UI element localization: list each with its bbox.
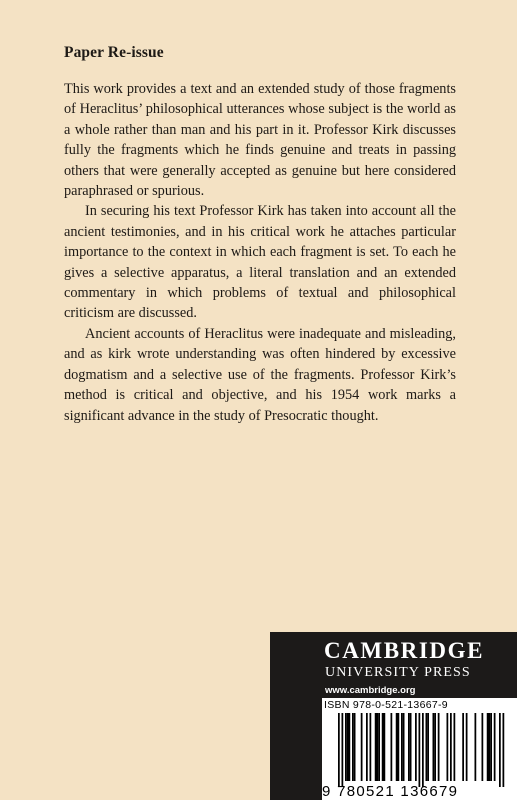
publisher-block <box>270 632 517 800</box>
barcode-bar <box>438 713 440 781</box>
barcode-bar <box>482 713 484 781</box>
barcode-bar <box>475 713 477 781</box>
barcode-bar <box>499 713 501 787</box>
barcode-bar <box>447 713 449 781</box>
barcode-bar <box>433 713 435 781</box>
barcode-bar <box>401 713 403 781</box>
barcode-bar <box>494 713 496 781</box>
barcode-bar <box>487 713 489 781</box>
barcode-bar <box>450 713 452 781</box>
barcode-bar <box>403 713 405 781</box>
barcode-bar <box>419 713 421 787</box>
barcode-bar <box>426 713 428 781</box>
barcode-bar <box>408 713 410 781</box>
barcode-bar <box>366 713 368 781</box>
barcode-bar <box>345 713 347 781</box>
barcode-bar <box>410 713 412 781</box>
barcode-bar <box>503 713 505 787</box>
barcode-bar <box>347 713 349 781</box>
barcode-bar <box>377 713 379 781</box>
publisher-logo-subtitle: UNIVERSITY PRESS <box>325 665 471 680</box>
barcode-bar <box>361 713 363 781</box>
barcode-bar <box>398 713 400 781</box>
barcode-bar <box>391 713 393 781</box>
barcode-bar <box>490 713 492 781</box>
barcode-bar <box>349 713 351 781</box>
barcode-bar <box>489 713 491 781</box>
barcode-bar <box>352 713 354 781</box>
barcode-bar <box>462 713 464 781</box>
description-paragraph-1: This work provides a text and an extended study of those fragments of Heraclitus’ philosophical utterances whose subject is the world as a whole rather than man and his part in it. Professor Kirk discusses fully the fragments which he finds genuine and treats in passing others that were generally accepted as genuine but here considered paraphrased or spurious. <box>64 81 456 200</box>
barcode-bar <box>454 713 456 781</box>
barcode-bar <box>338 713 340 787</box>
barcode-bar <box>354 713 356 781</box>
description-text <box>64 79 456 426</box>
description-paragraph-2: In securing his text Professor Kirk has taken into account all the ancient testimonies, and in his critical work he attaches particular importance to the context in which each fragment is set. To each he gives a selective apparatus, a literal translation and an extended commentary in which problems of textual and philosophical criticism are discussed. <box>64 203 456 322</box>
barcode-bar <box>384 713 386 781</box>
barcode-bar <box>382 713 384 781</box>
publisher-url: www.cambridge.org <box>325 685 416 696</box>
barcode-bar <box>396 713 398 781</box>
barcode-bar <box>466 713 468 781</box>
barcode-number: 9 780521 136679 <box>322 783 459 800</box>
barcode-bar <box>375 713 377 781</box>
description-paragraph-3: Ancient accounts of Heraclitus were inadequate and misleading, and as kirk wrote understanding was often hindered by excessive dogmatism and a selective use of the fragments. Professor Kirk’s method is critical and objective, and his 1954 work marks a significant advance in the study of Presocratic thought. <box>64 325 456 424</box>
barcode-bar <box>370 713 372 781</box>
barcode-bar <box>415 713 417 781</box>
barcode-panel <box>322 698 517 800</box>
barcode-bar <box>434 713 436 781</box>
barcode-bar <box>342 713 344 787</box>
reissue-heading: Paper Re-issue <box>64 44 164 61</box>
isbn-label: ISBN 978-0-521-13667-9 <box>324 699 448 711</box>
barcode-bar <box>378 713 380 781</box>
barcode-bar <box>427 713 429 781</box>
publisher-logo-name: CAMBRIDGE <box>324 638 485 663</box>
barcode-bar <box>422 713 424 787</box>
